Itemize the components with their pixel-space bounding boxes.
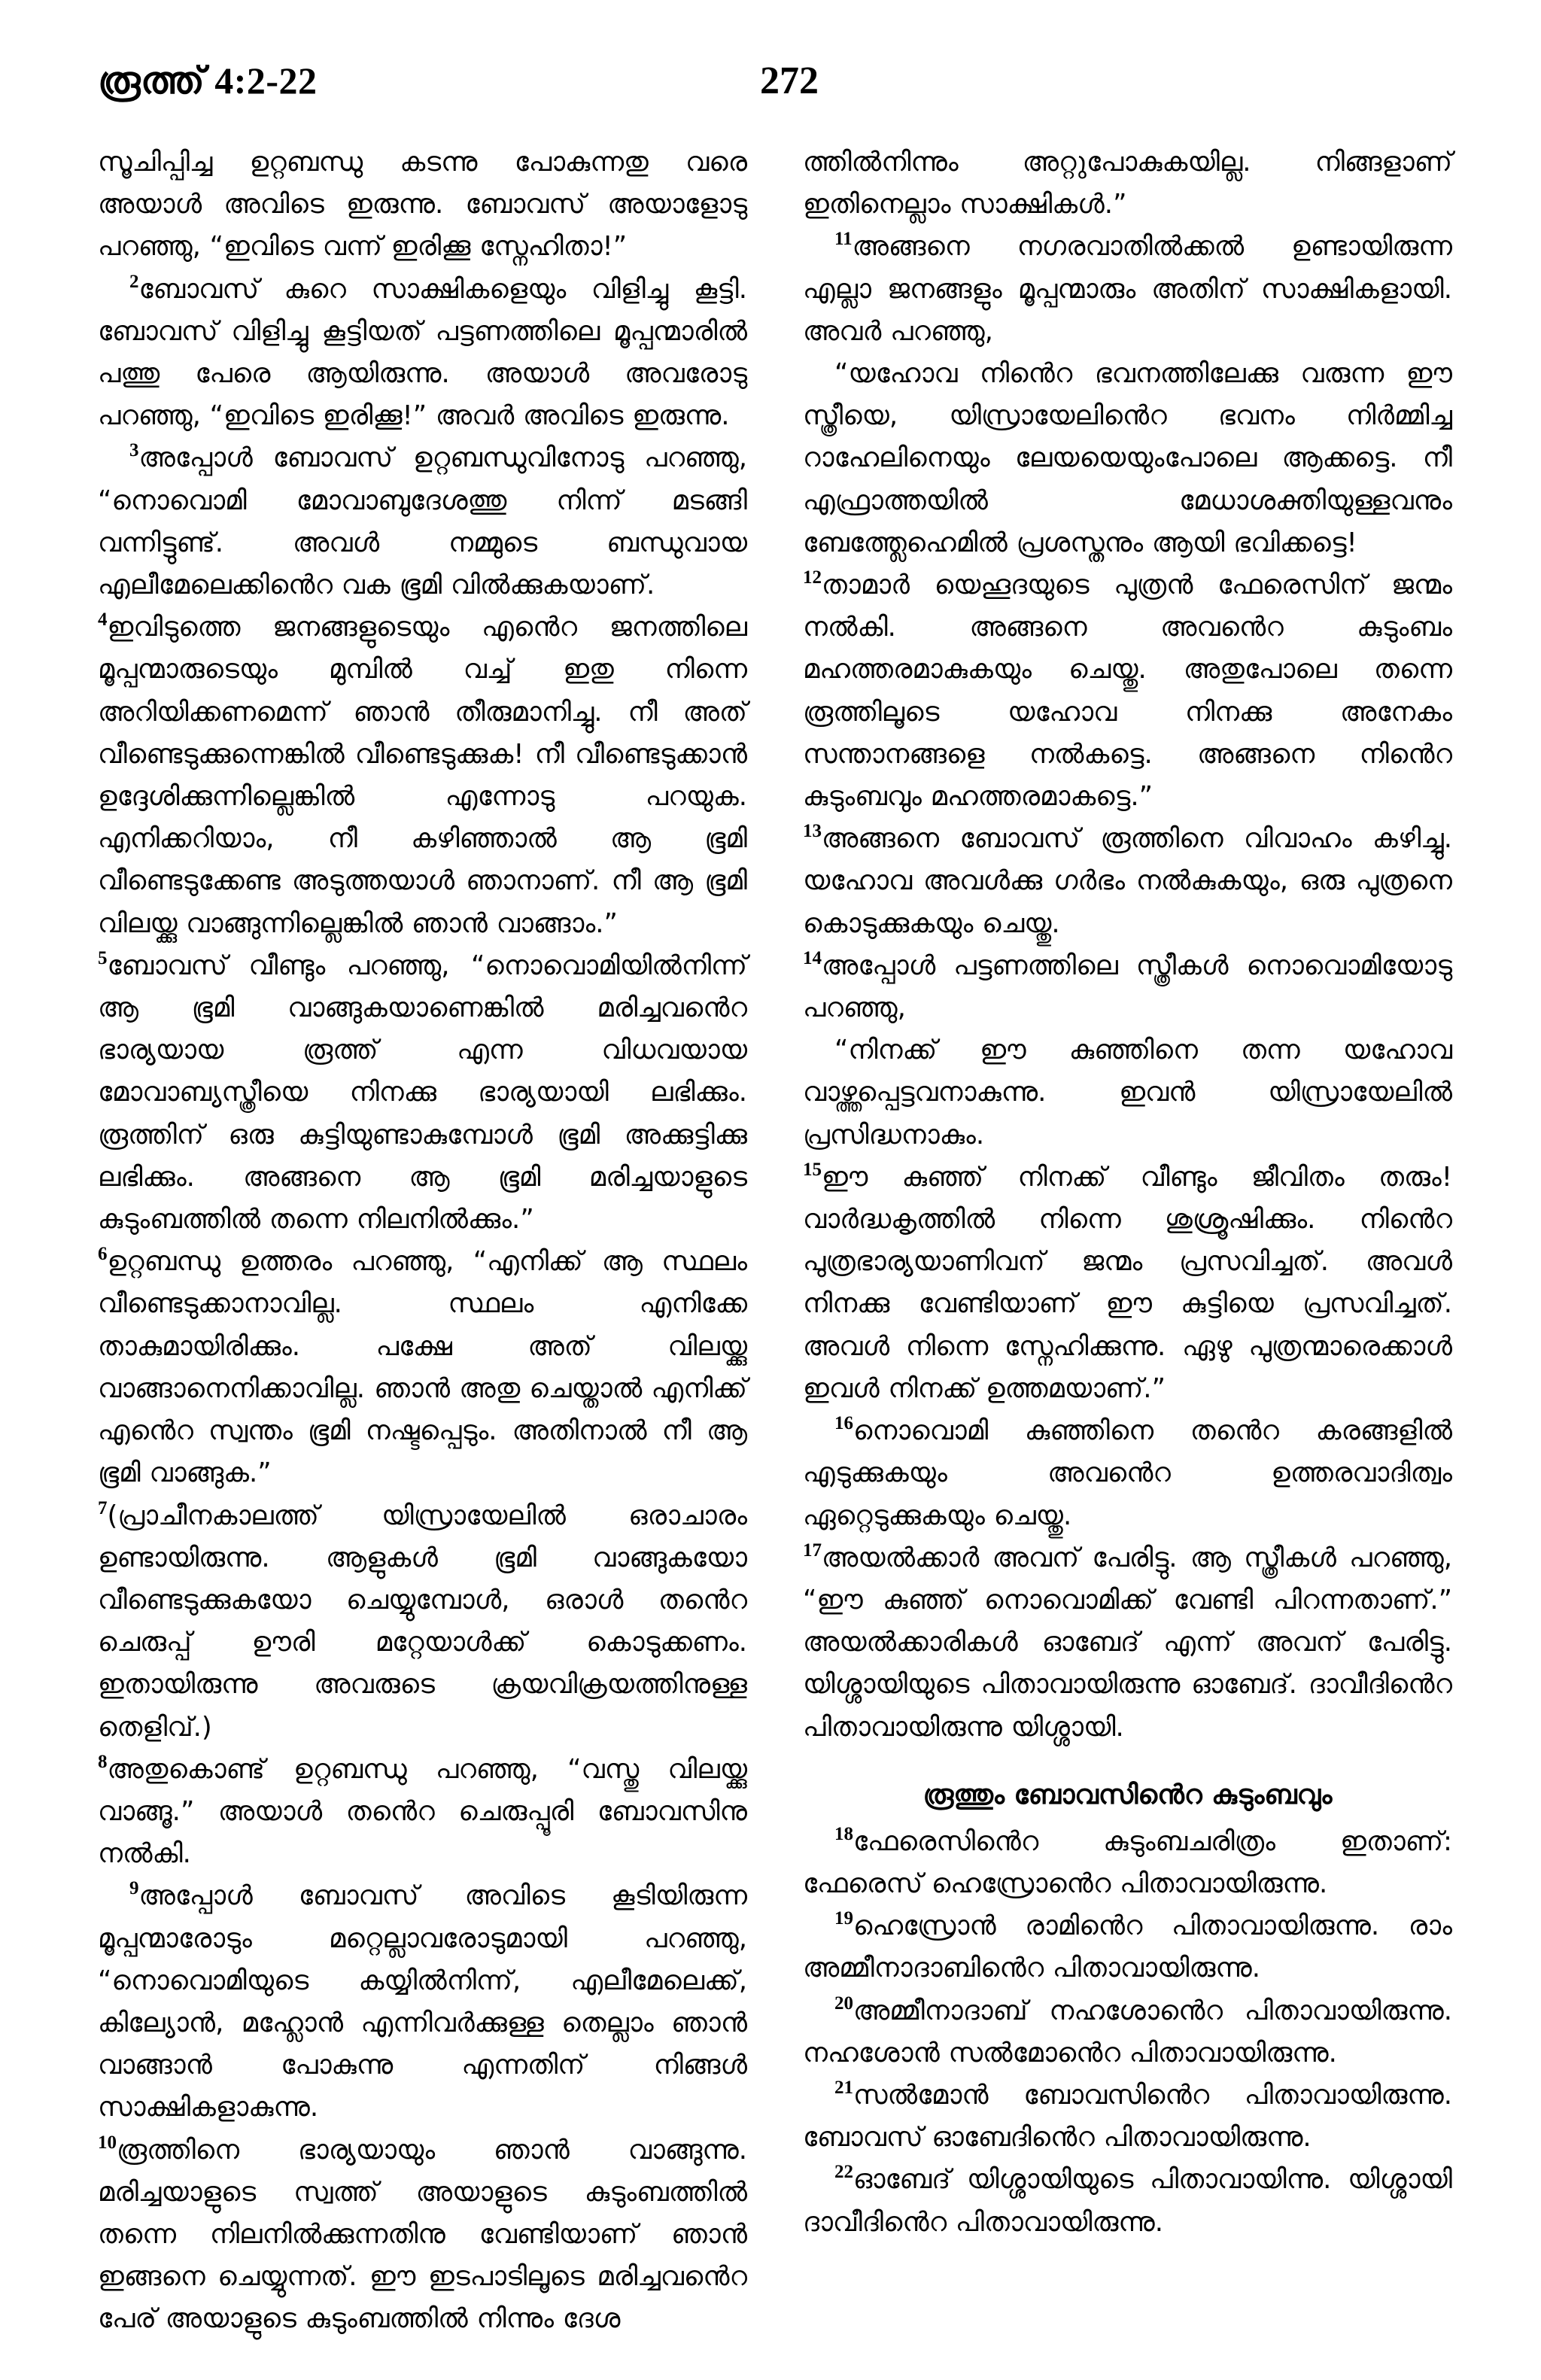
left-column [98, 141, 747, 2335]
verse-paragraph [803, 1905, 1452, 1989]
verse-paragraph [803, 226, 1452, 353]
section-heading: രൂത്തും ബോവസിൻെറ കുടുംബവും [922, 1779, 1333, 1810]
verse-paragraph [803, 1821, 1452, 1905]
two-column-body [98, 141, 1452, 2335]
verse-paragraph [98, 1749, 747, 1876]
verse-text: ബോവസ് കുറെ സാക്ഷികളെയും വിളിച്ചു കൂട്ടി. ബോവസ് വിളിച്ചു കൂട്ടിയത് പട്ടണത്തിലെ മൂപ്പന്മാരിൽ പത്തു പേരെ ആയിരുന്നു. അയാൾ അവരോടു പറഞ്ഞു, “ഇവിടെ ഇരിക്കൂ!” അവർ അവിടെ ഇരുന്നു. [98, 273, 747, 432]
verse-paragraph [803, 2159, 1452, 2243]
verse-number: 2 [129, 271, 139, 292]
verse-text: അങ്ങനെ നഗരവാതിൽക്കൽ ഉണ്ടായിരുന്ന എല്ലാ ജനങ്ങളും മൂപ്പന്മാരും അതിന് സാക്ഷികളായി. അവർ പറഞ്ഞു, [803, 231, 1452, 347]
verse-text: അതുകൊണ്ട് ഉറ്റബന്ധു പറഞ്ഞു, “വസ്തു വിലയ്ക്കു വാങ്ങൂ.” അയാൾ തൻെറ ചെരുപ്പൂരി ബോവസിനു നൽകി. [98, 1753, 747, 1870]
verse-text: അപ്പോൾ ബോവസ് ഉറ്റബന്ധുവിനോടു പറഞ്ഞു, “നൊവൊമി മോവാബുദേശത്തു നിന്ന് മടങ്ങി വന്നിട്ടുണ്ട്. അവൾ നമ്മുടെ ബന്ധുവായ എലീമേലെക്കിൻെറ വക ഭൂമി വിൽക്കുകയാണ്. [98, 442, 747, 601]
verse-number: 19 [834, 1908, 853, 1929]
verse-number: 9 [129, 1878, 139, 1899]
verse-text: ഹെസ്രോൻ രാമിൻെറ പിതാവായിരുന്നു. രാം അമ്മീനാദാബിൻെറ പിതാവായിരുന്നു. [803, 1910, 1452, 1984]
verse-paragraph [803, 945, 1452, 1029]
verse-number: 4 [98, 609, 108, 631]
verse-text: ത്തിൽനിന്നും അറ്റുപോകുകയില്ല. നിങ്ങളാണ് ഇതിനെല്ലാം സാക്ഷികൾ.” [803, 147, 1452, 220]
verse-paragraph [98, 1495, 747, 1749]
verse-text: അപ്പോൾ പട്ടണത്തിലെ സ്ത്രീകൾ നൊവൊമിയോടു പറഞ്ഞു, [803, 950, 1452, 1024]
verse-text: സൽമോൻ ബോവസിൻെറ പിതാവായിരുന്നു. ബോവസ് ഓബേദിൻെറ പിതാവായിരുന്നു. [803, 2079, 1452, 2154]
right-column [803, 141, 1452, 2238]
verse-text: സൂചിപ്പിച്ച ഉറ്റബന്ധു കടന്നു പോകുന്നതു വരെ അയാൾ അവിടെ ഇരുന്നു. ബോവസ് അയാളോടു പറഞ്ഞു, “ഇവിടെ വന്ന് ഇരിക്കൂ സ്നേഹിതാ!” [98, 147, 747, 263]
verse-paragraph [98, 437, 747, 606]
verse-paragraph [803, 818, 1452, 945]
verse-text: രൂത്തിനെ ഭാര്യയായും ഞാൻ വാങ്ങുന്നു. മരിച്ചയാളുടെ സ്വത്ത് അയാളുടെ കുടുംബത്തിൽ തന്നെ നിലനിൽക്കുന്നതിനു വേണ്ടിയാണ് ഞാൻ ഇങ്ങനെ ചെയ്യുന്നത്. ഈ ഇടപാടിലൂടെ മരിച്ചവൻെറ പേര് അയാളുടെ കുടുംബത്തിൽ നിന്നും ദേശ [98, 2134, 747, 2335]
verse-paragraph [803, 1157, 1452, 1410]
verse-number: 11 [834, 229, 853, 250]
verse-text: അപ്പോൾ ബോവസ് അവിടെ കൂടിയിരുന്ന മൂപ്പന്മാരോടും മറ്റെല്ലാവരോടുമായി പറഞ്ഞു, “നൊവൊമിയുടെ കയ്യിൽനിന്ന്, എലീമേലെക്ക്, കില്യോൻ, മഹ്ലോൻ എന്നിവർക്കുള്ള തെല്ലാം ഞാൻ വാങ്ങാൻ പോകുന്നു എന്നതിന് നിങ്ങൾ സാക്ഷികളാകുന്നു. [98, 1880, 747, 2123]
verse-paragraph [803, 141, 1452, 226]
verse-number: 17 [803, 1540, 822, 1561]
verse-paragraph [803, 1029, 1452, 1157]
verse-paragraph [803, 353, 1452, 564]
verse-paragraph [98, 269, 747, 438]
verse-text: ഉറ്റബന്ധു ഉത്തരം പറഞ്ഞു, “എനിക്ക് ആ സ്ഥലം വീണ്ടെടുക്കാനാവില്ല. സ്ഥലം എനിക്കേ താകുമായിരിക്കും. പക്ഷേ അത് വിലയ്ക്കു വാങ്ങാനെനിക്കാവില്ല. ഞാൻ അതു ചെയ്താൽ എനിക്ക് എൻെറ സ്വന്തം ഭൂമി നഷ്ടപ്പെടും. അതിനാൽ നീ ആ ഭൂമി വാങ്ങുക.” [98, 1246, 747, 1489]
verse-number: 16 [834, 1413, 853, 1434]
verse-text: “നിനക്ക് ഈ കുഞ്ഞിനെ തന്ന യഹോവ വാഴ്ത്തപ്പെട്ടവനാകുന്നു. ഇവൻ യിസ്രായേലിൽ പ്രസിദ്ധനാകും. [803, 1035, 1452, 1150]
verse-number: 7 [98, 1497, 108, 1518]
verse-paragraph [803, 1537, 1452, 1749]
verse-number: 3 [129, 440, 139, 461]
verse-number: 8 [98, 1751, 108, 1772]
verse-paragraph [98, 606, 747, 945]
verse-text: അയൽക്കാർ അവന് പേരിട്ടു. ആ സ്ത്രീകൾ പറഞ്ഞു, “ഈ കുഞ്ഞ് നൊവൊമിക്ക് വേണ്ടി പിറന്നതാണ്.” അയൽക്കാരികൾ ഓബേദ് എന്ന് അവന് പേരിട്ടു. യിശ്ശായിയുടെ പിതാവായിരുന്നു ഓബേദ്. ദാവീദിൻെറ പിതാവായിരുന്നു യിശ്ശായി. [803, 1542, 1452, 1743]
verse-text: താമാർ യെഹൂദയുടെ പുത്രൻ ഫേരെസിന് ജന്മം നൽകി. അങ്ങനെ അവൻെറ കുടുംബം മഹത്തരമാകുകയും ചെയ്തു. അതുപോലെ തന്നെ രൂത്തിലൂടെ യഹോവ നിനക്കു അനേകം സന്താനങ്ങളെ നൽകട്ടെ. അങ്ങനെ നിൻെറ കുടുംബവും മഹത്തരമാകട്ടെ.” [803, 570, 1452, 813]
verse-paragraph [98, 141, 747, 269]
verse-paragraph [98, 945, 747, 1241]
verse-text: “യഹോവ നിൻെറ ഭവനത്തിലേക്കു വരുന്ന ഈ സ്ത്രീയെ, യിസ്രായേലിൻെറ ഭവനം നിർമ്മിച്ച റാഹേലിനെയും ലേയയെയുംപോലെ ആക്കട്ടെ. നീ എഫ്രാത്തയിൽ മേധാശക്തിയുള്ളവനും ബേത്ത്ലേഹെമിൽ പ്രശസ്തനും ആയി ഭവിക്കട്ടെ! [803, 358, 1452, 558]
verse-text: നൊവൊമി കുഞ്ഞിനെ തൻെറ കരങ്ങളിൽ എടുക്കുകയും അവൻെറ ഉത്തരവാദിത്വം ഏറ്റെടുക്കുകയും ചെയ്തു. [803, 1415, 1452, 1531]
verse-text: ഓബേദ് യിശ്ശായിയുടെ പിതാവായിന്നു. യിശ്ശായി ദാവീദിൻെറ പിതാവായിരുന്നു. [803, 2164, 1452, 2238]
verse-number: 10 [98, 2132, 117, 2153]
verse-number: 18 [834, 1823, 853, 1844]
verse-paragraph [98, 2129, 747, 2341]
verse-paragraph [98, 1241, 747, 1494]
verse-number: 6 [98, 1244, 108, 1265]
verse-text: (പ്രാചീനകാലത്ത് യിസ്രായേലിൽ ഒരാചാരം ഉണ്ടായിരുന്നു. ആളുകൾ ഭൂമി വാങ്ങുകയോ വീണ്ടെടുക്കുകയോ ചെയ്യുമ്പോൾ, ഒരാൾ തൻെറ ചെരുപ്പ് ഊരി മറ്റേയാൾക്ക് കൊടുക്കണം. ഇതായിരുന്നു അവരുടെ ക്രയവിക്രയത്തിനുള്ള തെളിവ്.) [98, 1500, 747, 1743]
verse-text: അമ്മീനാദാബ് നഹശോൻെറ പിതാവായിരുന്നു. നഹശോൻ സൽമോൻെറ പിതാവായിരുന്നു. [803, 1995, 1452, 2068]
verse-number: 15 [803, 1159, 822, 1180]
running-head [98, 59, 1445, 111]
verse-number: 14 [803, 947, 822, 968]
verse-number: 21 [834, 2077, 853, 2098]
page-number: 272 [760, 59, 819, 102]
verse-paragraph [803, 1410, 1452, 1537]
verse-number: 22 [834, 2162, 853, 2183]
verse-number: 12 [803, 567, 822, 588]
verse-paragraph [803, 564, 1452, 818]
verse-number: 13 [803, 821, 822, 842]
verse-number: 20 [834, 1992, 853, 2014]
verse-text: ഈ കുഞ്ഞ് നിനക്ക് വീണ്ടും ജീവിതം തരും! വാർദ്ധകൃത്തിൽ നിന്നെ ശുശ്രൂഷിക്കും. നിൻെറ പുത്രഭാര്യയാണിവന് ജന്മം പ്രസവിച്ചത്. അവൾ നിനക്കു വേണ്ടിയാണ് ഈ കുട്ടിയെ പ്രസവിച്ചത്. അവൾ നിന്നെ സ്നേഹിക്കുന്നു. ഏഴു പുത്രന്മാരെക്കാൾ ഇവൾ നിനക്ക് ഉത്തമയാണ്.” [803, 1161, 1452, 1404]
verse-text: ബോവസ് വീണ്ടും പറഞ്ഞു, “നൊവൊമിയിൽനിന്ന് ആ ഭൂമി വാങ്ങുകയാണെങ്കിൽ മരിച്ചവൻെറ ഭാര്യയായ രൂത്ത് എന്ന വിധവയായ മോവാബ്യസ്ത്രീയെ നിനക്കു ഭാര്യയായി ലഭിക്കും. രൂത്തിന് ഒരു കുട്ടിയുണ്ടാകുമ്പോൾ ഭൂമി അക്കുട്ടിക്കു ലഭിക്കും. അങ്ങനെ ആ ഭൂമി മരിച്ചയാളുടെ കുടുംബത്തിൽ തന്നെ നിലനിൽക്കും.” [98, 950, 747, 1236]
verse-paragraph [803, 2075, 1452, 2159]
verse-paragraph [98, 1875, 747, 2129]
verse-text: അങ്ങനെ ബോവസ് രൂത്തിനെ വിവാഹം കഴിച്ചു. യഹോവ അവൾക്കു ഗർഭം നൽകുകയും, ഒരു പുത്രനെ കൊടുക്കുകയും ചെയ്തു. [803, 823, 1452, 939]
verse-text: ഇവിടുത്തെ ജനങ്ങളുടെയും എൻെറ ജനത്തിലെ മൂപ്പന്മാരുടെയും മുമ്പിൽ വച്ച് ഇതു നിന്നെ അറിയിക്കണമെന്ന് ഞാൻ തീരുമാനിച്ചു. നീ അത് വീണ്ടെടുക്കുന്നെങ്കിൽ വീണ്ടെടുക്കുക! നീ വീണ്ടെടുക്കാൻ ഉദ്ദേശിക്കുന്നില്ലെങ്കിൽ എന്നോടു പറയുക. എനിക്കറിയാം, നീ കഴിഞ്ഞാൽ ആ ഭൂമി വീണ്ടെടുക്കേണ്ട അടുത്തയാൾ ഞാനാണ്. നീ ആ ഭൂമി വിലയ്ക്കു വാങ്ങുന്നില്ലെങ്കിൽ ഞാൻ വാങ്ങാം.” [98, 612, 747, 939]
verse-paragraph [803, 1990, 1452, 2075]
verse-text: ഫേരെസിൻെറ കുടുംബചരിത്രം ഇതാണ്: ഫേരെസ് ഹെസ്രോൻെറ പിതാവായിരുന്നു. [803, 1825, 1452, 1899]
verse-number: 5 [98, 947, 108, 968]
book-chapter-reference: രൂത്ത് 4:2-22 [98, 59, 318, 102]
